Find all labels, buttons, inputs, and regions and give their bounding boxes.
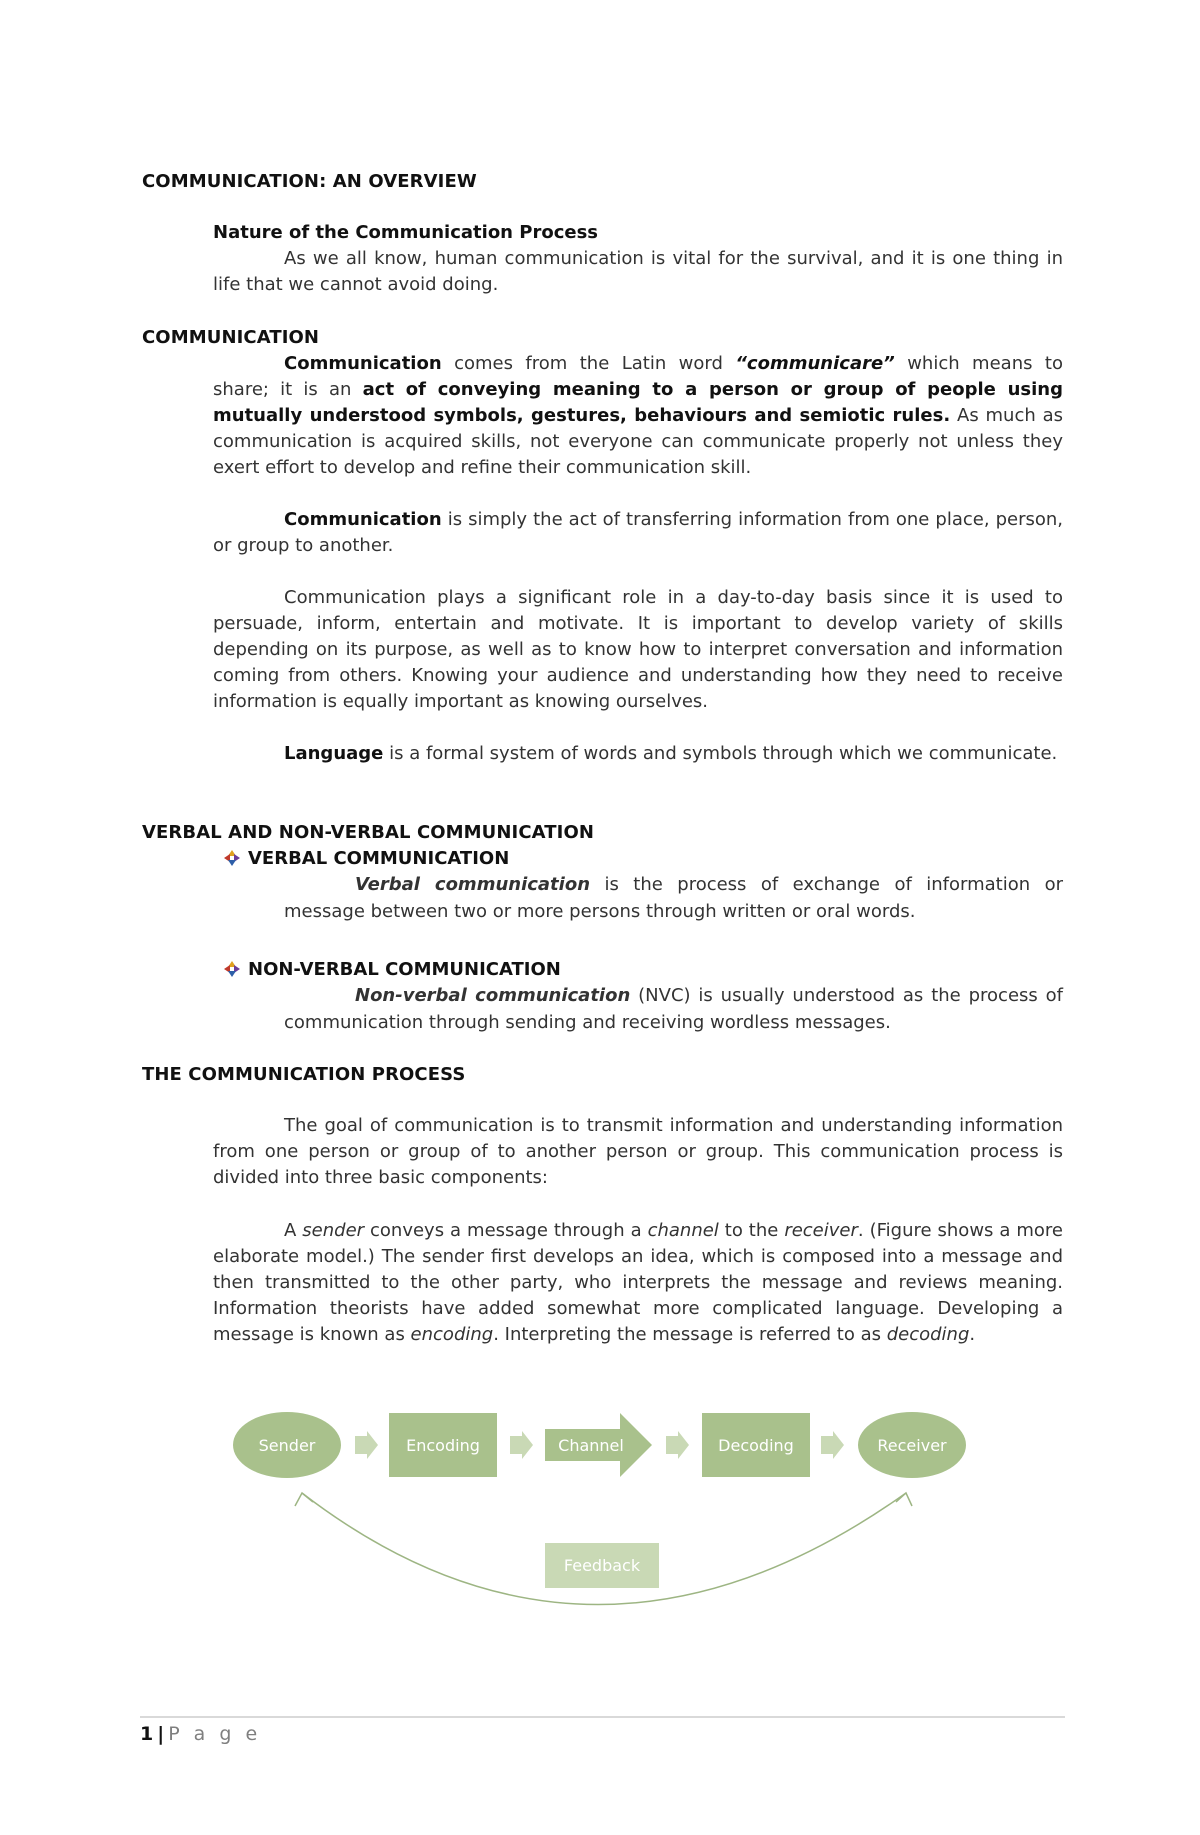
definition-bold: act of conveying meaning to a person or group of people using mutually understood symbols, gestures, behaviours and semiotic rules. [213,379,1063,426]
page-footer [140,1723,261,1745]
term-channel: channel [647,1220,719,1241]
text-fragment: is a formal system of words and symbols through which we communicate. [383,743,1058,764]
arrow-head-icon [896,1493,912,1506]
verbal-nonverbal-heading: VERBAL AND NON-VERBAL COMMUNICATION [142,822,595,843]
term-nonverbal: Non-verbal communication [355,985,631,1006]
communication-role-paragraph: Communication plays a significant role in a day-to-day basis since it is used to persuade, inform, entertain and motivate. It is important to develop variety of skills depending on its purpose, as well as to know how to interpret conversation and information coming from others. Knowing your audience and understanding how they need to receive information is equally important as knowing ourselves. [213,587,1063,712]
text-fragment: (NVC) is usually understood as the process of communication through sending and receiving wordless messages. [284,985,1063,1033]
text-fragment: is simply the act of transferring information from one place, person, or group to another. [213,509,1063,556]
term-verbal: Verbal communication [355,874,591,895]
latin-term: “communicare” [735,353,895,374]
process-heading: THE COMMUNICATION PROCESS [142,1064,466,1085]
receiver-label: Receiver [877,1436,947,1455]
communication-heading: COMMUNICATION [142,327,320,348]
footer-separator: | [157,1723,165,1745]
arrow-right-icon [666,1431,689,1459]
text-fragment: As much as communication is acquired skills, not everyone can communicate properly not unless they exert effort to develop and refine their communication skill. [213,405,1063,478]
document-title: COMMUNICATION: AN OVERVIEW [142,171,477,192]
text-fragment: . [969,1324,976,1345]
decoding-label: Decoding [718,1436,794,1455]
feedback-label: Feedback [563,1556,641,1575]
term-decoding: decoding [886,1324,970,1345]
term-language: Language [284,743,384,764]
arrow-right-icon [355,1431,378,1459]
arrow-right-icon [821,1431,844,1459]
nonverbal-heading: NON-VERBAL COMMUNICATION [248,959,561,980]
term-sender: sender [302,1220,365,1241]
process-goal-paragraph: The goal of communication is to transmit information and understanding information from one person or group of to another person or group. This communication process is divided into three basic components: [213,1115,1063,1188]
term-communication: Communication [284,353,442,374]
arrow-head-icon [295,1493,313,1506]
text-fragment: to the [718,1220,785,1241]
text-fragment: which means to share; it is an [213,353,1063,400]
verbal-heading: VERBAL COMMUNICATION [248,848,510,869]
nature-paragraph: As we all know, human communication is vital for the survival, and it is one thing in life that we cannot avoid doing. [213,248,1063,295]
text-fragment: . (Figure shows a more elaborate model.) The sender first develops an idea, which is composed into a message and then transmitted to the other party, who interprets the message and reviews meaning. Information theorists have added somewhat more complicated language. Developing a message is known as [213,1220,1063,1345]
text-fragment: . Interpreting the message is referred to as [493,1324,887,1345]
page-label: P a g e [168,1723,262,1745]
arrow-right-icon [510,1431,533,1459]
sender-label: Sender [258,1436,316,1455]
text-fragment: is the process of exchange of information or message between two or more persons through written or oral words. [284,874,1063,922]
term-encoding: encoding [410,1324,494,1345]
channel-label: Channel [558,1436,624,1455]
page-number: 1 [140,1723,154,1745]
text-fragment: comes from the Latin word [441,353,736,374]
term-communication-2: Communication [284,509,442,530]
nature-heading: Nature of the Communication Process [213,222,599,243]
term-receiver: receiver [784,1220,858,1241]
encoding-label: Encoding [406,1436,480,1455]
text-fragment: A [284,1220,303,1241]
footer-divider [140,1716,1065,1718]
text-fragment: conveys a message through a [364,1220,648,1241]
